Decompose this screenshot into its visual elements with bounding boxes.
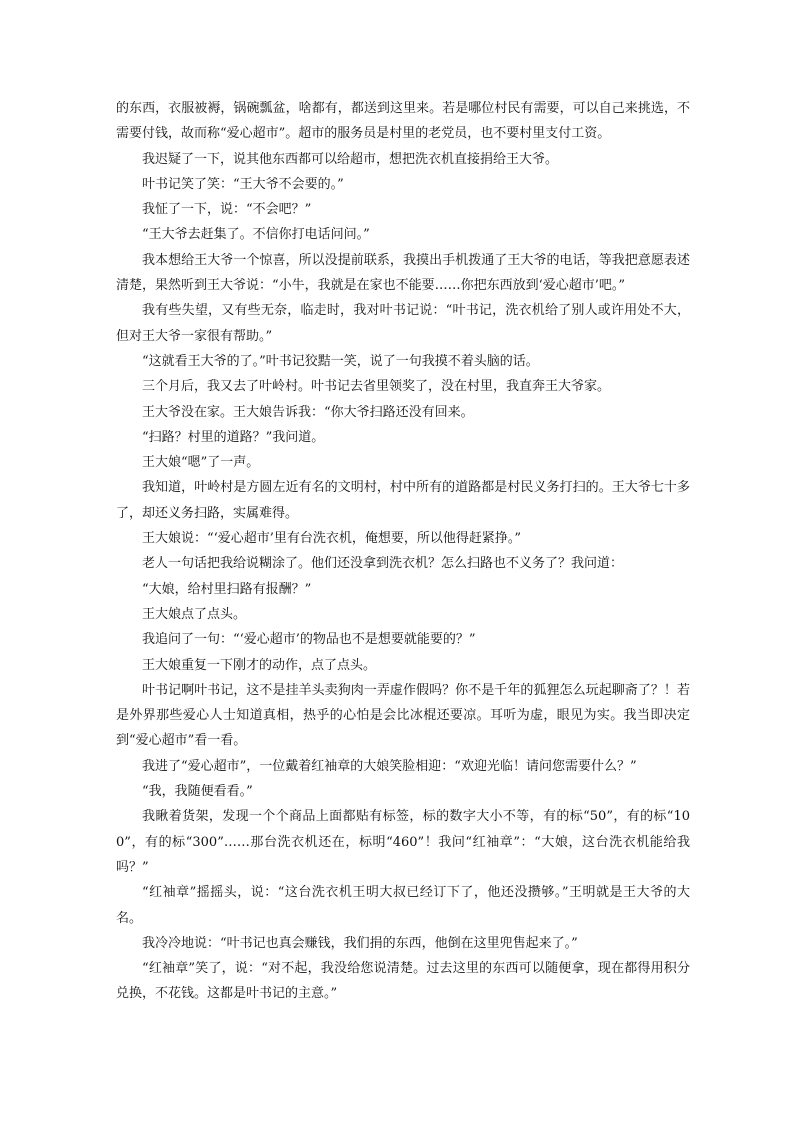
paragraph: 我怔了一下，说：“不会吧？” bbox=[142, 202, 312, 218]
paragraph: 我冷冷地说：“叶书记也真会赚钱，我们捐的东西，他倒在这里兜售起来了。” bbox=[142, 935, 578, 951]
paragraph: 我进了“爱心超市”，一位戴着红袖章的大娘笑脸相迎：“欢迎光临！请问您需要什么？” bbox=[142, 758, 637, 774]
paragraph: 王大娘说：“‘爱心超市’里有台洗衣机，俺想要，所以他得赶紧挣。” bbox=[142, 531, 522, 547]
paragraph: 我追问了一句：“‘爱心超市’的物品也不是想要就能要的？” bbox=[142, 632, 476, 648]
paragraph: 我瞅着货架，发现一个个商品上面都贴有标签，标的数字大小不等，有的标“50”，有的标“100”，有的标“300”……那台洗衣机还在，标明“460”！我问“红袖章”：“大娘，这台洗衣机能给我吗？” bbox=[116, 809, 690, 875]
paragraph: 我本想给王大爷一个惊喜，所以没提前联系，我摸出手机拨通了王大爷的电话，等我把意愿表述清楚，果然听到王大爷说：“小牛，我就是在家也不能要……你把东西放到‘爱心超市’吧。” bbox=[116, 252, 690, 294]
document-page bbox=[116, 96, 690, 1007]
paragraph: 叶书记啊叶书记，这不是挂羊头卖狗肉一弄虚作假吗？你不是千年的狐狸怎么玩起聊斋了？！若是外界那些爱心人士知道真相，热乎的心怕是会比冰棍还要凉。耳听为虚，眼见为实。我当即决定到“爱心超市”看一看。 bbox=[116, 682, 690, 749]
paragraph: “扫路？村里的道路？”我问道。 bbox=[142, 429, 325, 445]
paragraph: 我知道，叶岭村是方圆左近有名的文明村，村中所有的道路都是村民义务打扫的。王大爷七十多了，却还义务扫路，实属难得。 bbox=[116, 480, 690, 521]
paragraph: 王大娘点了点头。 bbox=[142, 606, 247, 622]
paragraph: “这就看王大爷的了。”叶书记狡黠一笑，说了一句我摸不着头脑的话。 bbox=[142, 353, 539, 369]
paragraph: “红袖章”摇摇头，说：“这台洗衣机王明大叔已经订下了，他还没攒够。”王明就是王大爷的大名。 bbox=[116, 885, 690, 926]
paragraph: “我，我随便看看。” bbox=[142, 784, 253, 800]
paragraph: 王大娘“嗯”了一声。 bbox=[142, 455, 260, 471]
paragraph: 叶书记笑了笑：“王大爷不会要的。” bbox=[142, 176, 344, 192]
paragraph: 王大爷没在家。王大娘告诉我：“你大爷扫路还没有回来。 bbox=[142, 404, 474, 420]
paragraph: 王大娘重复一下刚才的动作，点了点头。 bbox=[142, 657, 377, 673]
paragraph: 老人一句话把我给说糊涂了。他们还没拿到洗衣机？怎么扫路也不义务了？我问道： bbox=[142, 556, 624, 572]
paragraph: “红袖章”笑了，说：“对不起，我没给您说清楚。过去这里的东西可以随便拿，现在都得用积分兑换，不花钱。这都是叶书记的主意。” bbox=[116, 961, 690, 1002]
paragraph: 三个月后，我又去了叶岭村。叶书记去省里领奖了，没在村里，我直奔王大爷家。 bbox=[142, 379, 611, 395]
paragraph: “大娘，给村里扫路有报酬？” bbox=[142, 581, 312, 597]
paragraph: 的东西，衣服被褥，锅碗瓢盆，啥都有，都送到这里来。若是哪位村民有需要，可以自己来挑选，不需要付钱，故而称“爱心超市”。超市的服务员是村里的老党员，也不要村里支付工资。 bbox=[116, 101, 690, 142]
paragraph: 我有些失望，又有些无奈，临走时，我对叶书记说：“叶书记，洗衣机给了别人或许用处不大，但对王大爷一家很有帮助。” bbox=[116, 303, 690, 344]
paragraph: 我迟疑了一下，说其他东西都可以给超市，想把洗衣机直接捐给王大爷。 bbox=[142, 151, 559, 167]
paragraph: “王大爷去赶集了。不信你打电话问问。” bbox=[142, 227, 370, 243]
